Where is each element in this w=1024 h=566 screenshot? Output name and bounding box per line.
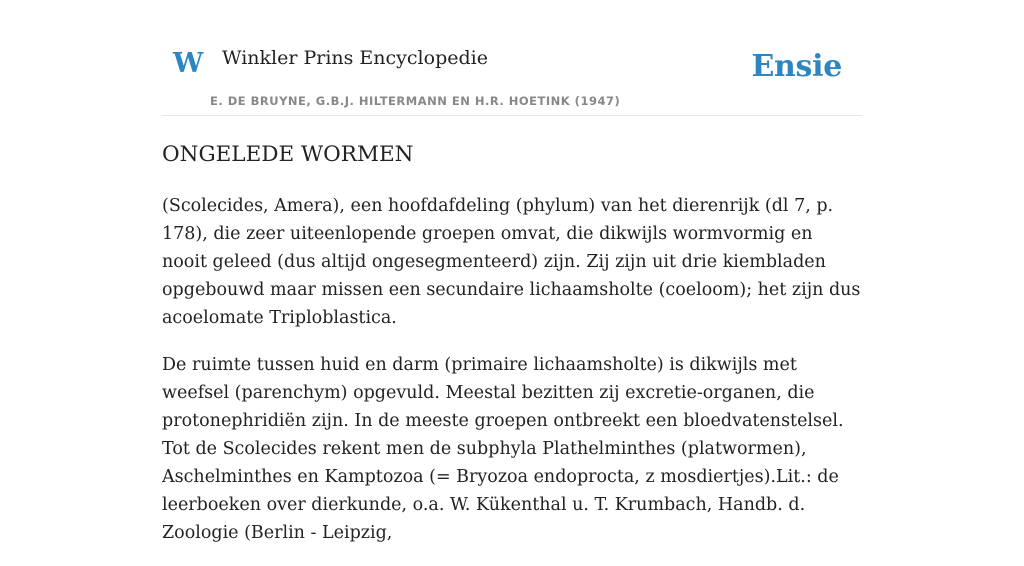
ensie-logo[interactable]: Ensie <box>751 49 842 84</box>
article-paragraph: (Scolecides, Amera), een hoofdafdeling (phylum) van het dierenrijk (dl 7, p. 178), die zeer uiteenlopende groepen omvat, die dikwijls wormvormig en nooit geleed (dus altijd ongesegmenteerd) zijn. Zij zijn uit drie kiembladen opgebouwd maar missen een secundaire lichaamsholte (coeloom); het zijn dus acoelomate Triploblastica. <box>162 196 861 328</box>
article-body <box>162 192 862 566</box>
source-authors: E. DE BRUYNE, G.B.J. HILTERMANN EN H.R. HOETINK (1947) <box>210 94 621 108</box>
source-title[interactable]: Winkler Prins Encyclopedie <box>222 47 488 69</box>
source-header <box>162 0 862 116</box>
article-paragraph: De ruimte tussen huid en darm (primaire lichaamsholte) is dikwijls met weefsel (parenchym) opgevuld. Meestal bezitten zij excretie-organen, die protonephridiën zijn. In de meeste groepen ontbreekt een bloedvatenstelsel. Tot de Scolecides rekent men de subphyla Plathelminthes (platwormen), Aschelminthes en Kamptozoa (= Bryozoa endoprocta, z mosdiertjes).Lit.: de leerboeken over dierkunde, o.a. W. Kükenthal u. T. Krumbach, Handb. d. Zoologie (Berlin - Leipzig, <box>162 355 844 543</box>
article-title: ONGELEDE WORMEN <box>162 142 414 167</box>
article-page <box>162 0 862 543</box>
source-logo[interactable]: W <box>173 48 204 79</box>
